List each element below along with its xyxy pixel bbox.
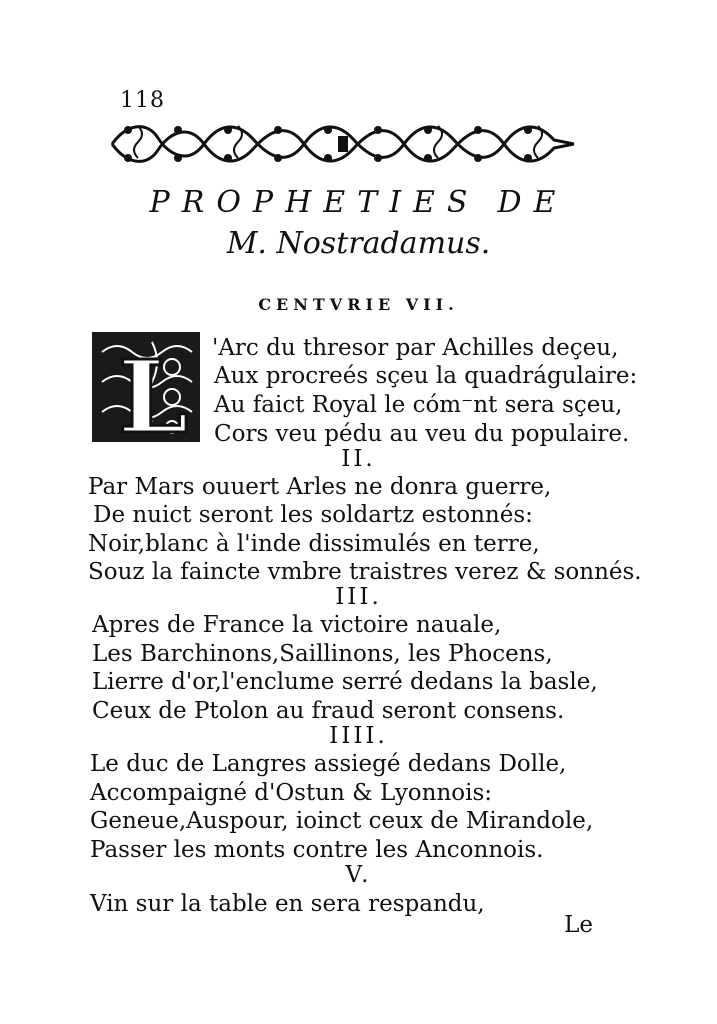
drop-cap [92,332,200,442]
catchword: Le [564,912,593,938]
ornamental-headpiece-icon [108,118,578,170]
verse-line: Geneue,Auspour, ioinct ceux de Mirandole, [90,808,594,834]
verse-line: Par Mars ouuert Arles ne donra guerre, [88,474,552,500]
drop-cap-letter: L [118,338,189,442]
page-title [0,185,717,220]
verse-line: Passer les monts contre les Anconnois. [90,837,544,863]
drop-cap-background-icon [92,332,200,442]
verse-line: 'Arc du thresor par Achilles deçeu, [212,335,619,361]
verse-line: Ceux de Ptolon au fraud seront consens. [92,698,565,724]
verse-line: Le duc de Langres assiegé dedans Dolle, [90,751,567,777]
century-heading: CENTVRIE VII. [258,295,459,314]
verse-line: Noir,blanc à l'inde dissimulés en terre, [88,531,540,557]
verse-line: Vin sur la table en sera respandu, [90,891,485,917]
quatrain-number: II. [341,446,376,472]
title-propheties: PROPHETIES [149,185,480,220]
verse-line: Souz la faincte vmbre traistres verez & sonnés. [88,559,642,585]
verse-line: Les Barchinons,Saillinons, les Phocens, [92,641,553,667]
page-number: 118 [120,88,165,113]
verse-line: Accompaigné d'Ostun & Lyonnois: [90,780,493,806]
verse-line: Aux procreés sçeu la quadrágulaire: [214,363,638,389]
quatrain-number: V. [345,862,372,888]
verse-line: Au faict Royal le cóm⁻nt sera sçeu, [214,392,623,418]
quatrain-number: III. [335,584,382,610]
verse-line: Lierre d'or,l'enclume serré dedans la basle, [92,669,598,695]
page-subtitle: M. Nostradamus. [226,226,491,261]
verse-line: Cors veu pédu au veu du populaire. [214,421,630,447]
verse-line: De nuict seront les soldartz estonnés: [93,502,533,528]
title-de: DE [497,185,568,220]
verse-line: Apres de France la victoire nauale, [92,612,502,638]
quatrain-number: IIII. [329,723,388,749]
